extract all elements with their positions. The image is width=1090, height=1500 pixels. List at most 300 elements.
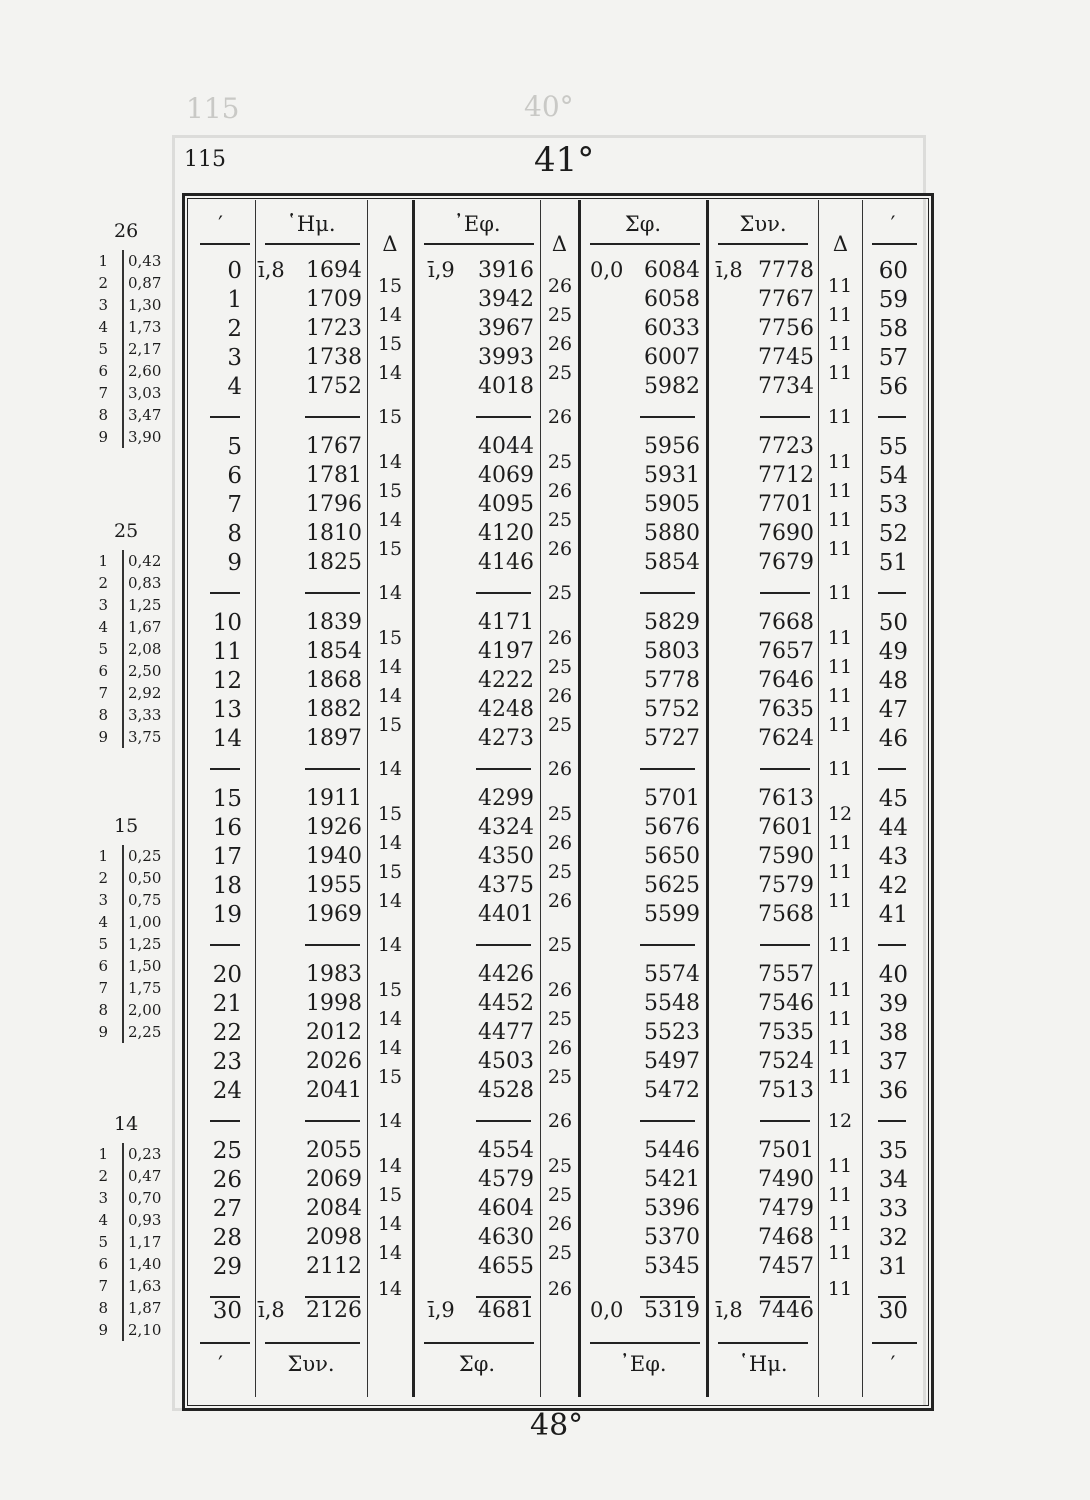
cot-value: 5625 [644, 873, 700, 898]
pp-value: 2,92 [128, 684, 162, 702]
row-minute-complement: 55 [878, 434, 908, 460]
pp-key: 7 [98, 1277, 108, 1295]
row-minute: 19 [212, 902, 242, 928]
delta-tan: 26 [547, 406, 573, 428]
cot-value: 5319 [644, 1298, 700, 1323]
sin-value: 1983 [306, 962, 362, 987]
pp-value: 3,90 [128, 428, 162, 446]
delta-tan: 26 [547, 890, 573, 912]
delta-cos: 11 [827, 890, 853, 912]
prefix-cos: ī,8 [716, 258, 743, 282]
delta-tan: 26 [547, 538, 573, 560]
group-separator [640, 768, 695, 770]
group-separator [476, 416, 531, 418]
pp-row [84, 1255, 174, 1277]
row-minute: 23 [212, 1049, 242, 1075]
group-separator [305, 944, 360, 946]
delta-sin: 14 [377, 304, 403, 326]
pp-row [84, 1211, 174, 1233]
group-separator [210, 416, 240, 418]
sin-value: 1854 [306, 639, 362, 664]
pp-row [84, 596, 174, 618]
pp-value: 2,00 [128, 1001, 162, 1019]
cos-value: 7745 [758, 345, 814, 370]
delta-tan: 25 [547, 304, 573, 326]
cot-value: 5396 [644, 1196, 700, 1221]
delta-sin: 15 [377, 1066, 403, 1088]
row-minute: 14 [212, 726, 242, 752]
group-separator [476, 944, 531, 946]
delta-sin: 14 [377, 685, 403, 707]
delta-sin: 15 [377, 538, 403, 560]
pp-key: 6 [98, 362, 108, 380]
pp-row [84, 1145, 174, 1167]
delta-cos: 12 [827, 1110, 853, 1132]
delta-cos: 11 [827, 656, 853, 678]
row-minute: 18 [212, 873, 242, 899]
delta-tan: 25 [547, 362, 573, 384]
pp-value: 1,87 [128, 1299, 162, 1317]
pp-value: 1,25 [128, 596, 162, 614]
group-separator [760, 416, 810, 418]
sin-value: 2126 [306, 1298, 362, 1323]
column-header-delta3: Δ [832, 232, 849, 256]
pp-row [84, 340, 174, 362]
pp-row [84, 1023, 174, 1045]
sin-value: 2084 [306, 1196, 362, 1221]
row-minute: 13 [212, 697, 242, 723]
footer-rule [200, 1342, 250, 1344]
pp-key: 5 [98, 640, 108, 658]
group-separator [210, 768, 240, 770]
row-minute-complement: 35 [878, 1138, 908, 1164]
pp-value: 2,60 [128, 362, 162, 380]
pp-value: 1,00 [128, 913, 162, 931]
sin-value: 2026 [306, 1049, 362, 1074]
delta-cos: 11 [827, 304, 853, 326]
group-separator [640, 944, 695, 946]
sin-value: 1738 [306, 345, 362, 370]
pp-row [84, 847, 174, 869]
delta-cos: 11 [827, 406, 853, 428]
column-footer-cot: ᾿Εφ. [619, 1352, 667, 1376]
header-rule [265, 243, 360, 245]
delta-tan: 26 [547, 758, 573, 780]
delta-sin: 15 [377, 406, 403, 428]
pp-value: 0,70 [128, 1189, 162, 1207]
delta-sin: 15 [377, 803, 403, 825]
cos-value: 7723 [758, 434, 814, 459]
group-separator [760, 1120, 810, 1122]
delta-cos: 11 [827, 1008, 853, 1030]
tan-value: 4146 [478, 550, 534, 575]
pp-value: 0,50 [128, 869, 162, 887]
row-minute: 8 [227, 521, 242, 547]
pp-row [84, 252, 174, 274]
sin-value: 1825 [306, 550, 362, 575]
pp-row [84, 706, 174, 728]
header-rule [872, 243, 917, 245]
cot-value: 5752 [644, 697, 700, 722]
delta-tan: 25 [547, 1008, 573, 1030]
pp-key: 2 [98, 869, 108, 887]
delta-tan: 26 [547, 832, 573, 854]
tan-value: 4503 [478, 1049, 534, 1074]
cot-value: 5880 [644, 521, 700, 546]
cot-value: 5727 [644, 726, 700, 751]
pp-key: 7 [98, 684, 108, 702]
group-separator [210, 1120, 240, 1122]
row-minute: 22 [212, 1020, 242, 1046]
prefix-sin: ī,8 [258, 258, 285, 282]
delta-cos: 11 [827, 1037, 853, 1059]
sin-value: 1897 [306, 726, 362, 751]
row-minute-complement: 38 [878, 1020, 908, 1046]
delta-sin: 14 [377, 1008, 403, 1030]
delta-cos: 11 [827, 934, 853, 956]
group-separator [640, 416, 695, 418]
delta-sin: 15 [377, 627, 403, 649]
column-footer-tan: Σφ. [458, 1352, 496, 1376]
column-header-cos: Συν. [739, 212, 787, 236]
row-minute-complement: 47 [878, 697, 908, 723]
row-minute: 4 [227, 374, 242, 400]
pp-row [84, 979, 174, 1001]
tan-value: 4426 [478, 962, 534, 987]
pp-key: 6 [98, 1255, 108, 1273]
cot-value: 5523 [644, 1020, 700, 1045]
row-minute-complement: 36 [878, 1078, 908, 1104]
sin-value: 1752 [306, 374, 362, 399]
footer-rule [590, 1342, 700, 1344]
row-minute-complement: 51 [878, 550, 908, 576]
group-separator [305, 768, 360, 770]
row-minute-complement: 60 [878, 258, 908, 284]
delta-sin: 14 [377, 362, 403, 384]
row-minute: 1 [227, 287, 242, 313]
delta-tan: 26 [547, 1110, 573, 1132]
sin-value: 2069 [306, 1167, 362, 1192]
row-minute-complement: 41 [878, 902, 908, 928]
pp-row [84, 1321, 174, 1343]
cot-value: 5446 [644, 1138, 700, 1163]
page-number: 115 [184, 147, 226, 172]
row-minute: 7 [227, 492, 242, 518]
delta-sin: 14 [377, 509, 403, 531]
row-minute-complement: 50 [878, 610, 908, 636]
delta-cos: 11 [827, 509, 853, 531]
cot-value: 5574 [644, 962, 700, 987]
pp-row [84, 662, 174, 684]
cos-value: 7468 [758, 1225, 814, 1250]
pp-block-15 [84, 815, 174, 1045]
tan-value: 4044 [478, 434, 534, 459]
group-separator [305, 1120, 360, 1122]
pp-key: 8 [98, 406, 108, 424]
pp-row [84, 296, 174, 318]
row-minute: 15 [212, 786, 242, 812]
pp-key: 6 [98, 957, 108, 975]
pp-key: 2 [98, 1167, 108, 1185]
tan-value: 4018 [478, 374, 534, 399]
pp-key: 1 [98, 847, 108, 865]
delta-sin: 14 [377, 890, 403, 912]
sin-value: 1955 [306, 873, 362, 898]
group-separator [476, 592, 531, 594]
row-minute: 6 [227, 463, 242, 489]
cos-value: 7590 [758, 844, 814, 869]
pp-value: 1,30 [128, 296, 162, 314]
pp-row [84, 1189, 174, 1211]
pp-key: 3 [98, 596, 108, 614]
pp-row [84, 1233, 174, 1255]
group-separator [760, 592, 810, 594]
tan-value: 4069 [478, 463, 534, 488]
delta-tan: 26 [547, 685, 573, 707]
pp-head: 25 [114, 520, 139, 542]
pp-value: 1,25 [128, 935, 162, 953]
pp-row [84, 728, 174, 750]
tan-value: 4095 [478, 492, 534, 517]
pp-row [84, 406, 174, 428]
delta-sin: 14 [377, 934, 403, 956]
ghost-degrees: 40° [524, 90, 574, 123]
cos-value: 7690 [758, 521, 814, 546]
delta-cos: 11 [827, 582, 853, 604]
pp-row [84, 684, 174, 706]
delta-cos: 11 [827, 758, 853, 780]
row-minute-complement: 57 [878, 345, 908, 371]
row-minute-complement: 45 [878, 786, 908, 812]
sin-value: 1868 [306, 668, 362, 693]
group-separator [760, 944, 810, 946]
delta-sin: 15 [377, 480, 403, 502]
delta-cos: 11 [827, 1184, 853, 1206]
column-header-delta2: Δ [551, 232, 568, 256]
row-minute-complement: 40 [878, 962, 908, 988]
delta-sin: 15 [377, 714, 403, 736]
delta-tan: 25 [547, 656, 573, 678]
pp-value: 0,25 [128, 847, 162, 865]
cot-value: 5931 [644, 463, 700, 488]
cos-value: 7767 [758, 287, 814, 312]
sin-value: 2041 [306, 1078, 362, 1103]
delta-tan: 25 [547, 582, 573, 604]
pp-key: 7 [98, 979, 108, 997]
cot-value: 5497 [644, 1049, 700, 1074]
delta-tan: 25 [547, 1242, 573, 1264]
pp-key: 6 [98, 662, 108, 680]
group-separator [640, 592, 695, 594]
row-minute-complement: 33 [878, 1196, 908, 1222]
pp-value: 2,17 [128, 340, 162, 358]
row-minute-complement: 54 [878, 463, 908, 489]
tan-value: 4452 [478, 991, 534, 1016]
cot-value: 5803 [644, 639, 700, 664]
sin-value: 1767 [306, 434, 362, 459]
group-separator [476, 1120, 531, 1122]
delta-sin: 15 [377, 333, 403, 355]
tan-value: 4299 [478, 786, 534, 811]
row-minute-complement: 53 [878, 492, 908, 518]
group-separator [210, 592, 240, 594]
row-minute-complement: 44 [878, 815, 908, 841]
tan-value: 3993 [478, 345, 534, 370]
pp-value: 3,47 [128, 406, 162, 424]
row-minute: 26 [212, 1167, 242, 1193]
pp-head: 15 [114, 815, 139, 837]
sin-value: 1969 [306, 902, 362, 927]
cos-value: 7701 [758, 492, 814, 517]
pp-value: 2,25 [128, 1023, 162, 1041]
pp-row [84, 1299, 174, 1321]
pp-row [84, 384, 174, 406]
cot-value: 5548 [644, 991, 700, 1016]
tan-value: 4222 [478, 668, 534, 693]
row-minute: 25 [212, 1138, 242, 1164]
row-minute: 27 [212, 1196, 242, 1222]
sin-value: 1723 [306, 316, 362, 341]
sin-value: 1781 [306, 463, 362, 488]
pp-row [84, 891, 174, 913]
delta-tan: 25 [547, 451, 573, 473]
cot-value: 6033 [644, 316, 700, 341]
row-minute-complement: 48 [878, 668, 908, 694]
cos-value: 7513 [758, 1078, 814, 1103]
column-rule [367, 200, 368, 1397]
sin-value: 1796 [306, 492, 362, 517]
delta-tan: 26 [547, 1278, 573, 1300]
cot-value: 5905 [644, 492, 700, 517]
pp-row [84, 274, 174, 296]
pp-key: 4 [98, 318, 108, 336]
delta-sin: 15 [377, 1184, 403, 1206]
pp-key: 5 [98, 340, 108, 358]
cot-value: 5421 [644, 1167, 700, 1192]
tan-value: 4528 [478, 1078, 534, 1103]
pp-key: 8 [98, 1001, 108, 1019]
pp-value: 2,10 [128, 1321, 162, 1339]
tan-value: 4630 [478, 1225, 534, 1250]
group-separator [210, 944, 240, 946]
cot-value: 5956 [644, 434, 700, 459]
pp-row [84, 935, 174, 957]
sin-value: 2012 [306, 1020, 362, 1045]
pp-row [84, 428, 174, 450]
cos-value: 7712 [758, 463, 814, 488]
header-rule [200, 243, 250, 245]
cos-value: 7479 [758, 1196, 814, 1221]
group-separator [878, 768, 906, 770]
pp-key: 5 [98, 935, 108, 953]
cot-value: 5370 [644, 1225, 700, 1250]
delta-tan: 26 [547, 627, 573, 649]
cos-value: 7635 [758, 697, 814, 722]
sin-value: 1709 [306, 287, 362, 312]
pp-row [84, 362, 174, 384]
cos-value: 7557 [758, 962, 814, 987]
delta-tan: 26 [547, 333, 573, 355]
row-minute-complement: 56 [878, 374, 908, 400]
pp-row [84, 1277, 174, 1299]
row-minute: 29 [212, 1254, 242, 1280]
pp-row [84, 1001, 174, 1023]
delta-sin: 14 [377, 1278, 403, 1300]
tan-value: 4120 [478, 521, 534, 546]
sin-value: 2098 [306, 1225, 362, 1250]
cos-value: 7778 [758, 258, 814, 283]
delta-cos: 11 [827, 627, 853, 649]
pp-key: 1 [98, 552, 108, 570]
column-header-tan: ᾿Εφ. [453, 212, 501, 236]
pp-key: 7 [98, 384, 108, 402]
pp-value: 0,43 [128, 252, 162, 270]
row-minute: 12 [212, 668, 242, 694]
cos-value: 7734 [758, 374, 814, 399]
pp-value: 1,63 [128, 1277, 162, 1295]
prefix-cot-end: 0,0 [590, 1298, 624, 1322]
cos-value: 7535 [758, 1020, 814, 1045]
pp-head: 14 [114, 1113, 139, 1135]
sin-value: 1911 [306, 786, 362, 811]
page-title-degrees: 41° [534, 140, 595, 180]
column-rule [255, 200, 256, 1397]
delta-sin: 14 [377, 582, 403, 604]
column-footer-sin: Συν. [287, 1352, 335, 1376]
column-rule [578, 200, 581, 1397]
row-minute: 30 [212, 1298, 242, 1324]
pp-key: 2 [98, 574, 108, 592]
column-header-sin: ῾Ημ. [286, 212, 336, 236]
cot-value: 5599 [644, 902, 700, 927]
pp-value: 0,93 [128, 1211, 162, 1229]
footer-degrees: 48° [530, 1408, 584, 1443]
cos-value: 7756 [758, 316, 814, 341]
delta-tan: 26 [547, 480, 573, 502]
group-separator [878, 944, 906, 946]
delta-sin: 14 [377, 451, 403, 473]
delta-sin: 15 [377, 861, 403, 883]
tan-value: 3967 [478, 316, 534, 341]
pp-key: 3 [98, 296, 108, 314]
pp-value: 3,03 [128, 384, 162, 402]
delta-sin: 15 [377, 275, 403, 297]
column-header-delta1: Δ [382, 232, 398, 256]
pp-value: 1,17 [128, 1233, 162, 1251]
pp-value: 3,75 [128, 728, 162, 746]
cos-value: 7579 [758, 873, 814, 898]
delta-tan: 25 [547, 861, 573, 883]
pp-key: 5 [98, 1233, 108, 1251]
pp-value: 1,50 [128, 957, 162, 975]
pp-block-25 [84, 520, 174, 750]
pp-key: 9 [98, 428, 108, 446]
row-minute: 9 [227, 550, 242, 576]
pp-key: 1 [98, 1145, 108, 1163]
tan-value: 4248 [478, 697, 534, 722]
cos-value: 7457 [758, 1254, 814, 1279]
pp-row [84, 957, 174, 979]
pp-key: 4 [98, 913, 108, 931]
delta-cos: 11 [827, 362, 853, 384]
row-minute: 3 [227, 345, 242, 371]
header-rule [424, 243, 534, 245]
pp-key: 3 [98, 891, 108, 909]
delta-cos: 11 [827, 538, 853, 560]
sin-value: 1940 [306, 844, 362, 869]
pp-value: 1,40 [128, 1255, 162, 1273]
pp-value: 2,50 [128, 662, 162, 680]
